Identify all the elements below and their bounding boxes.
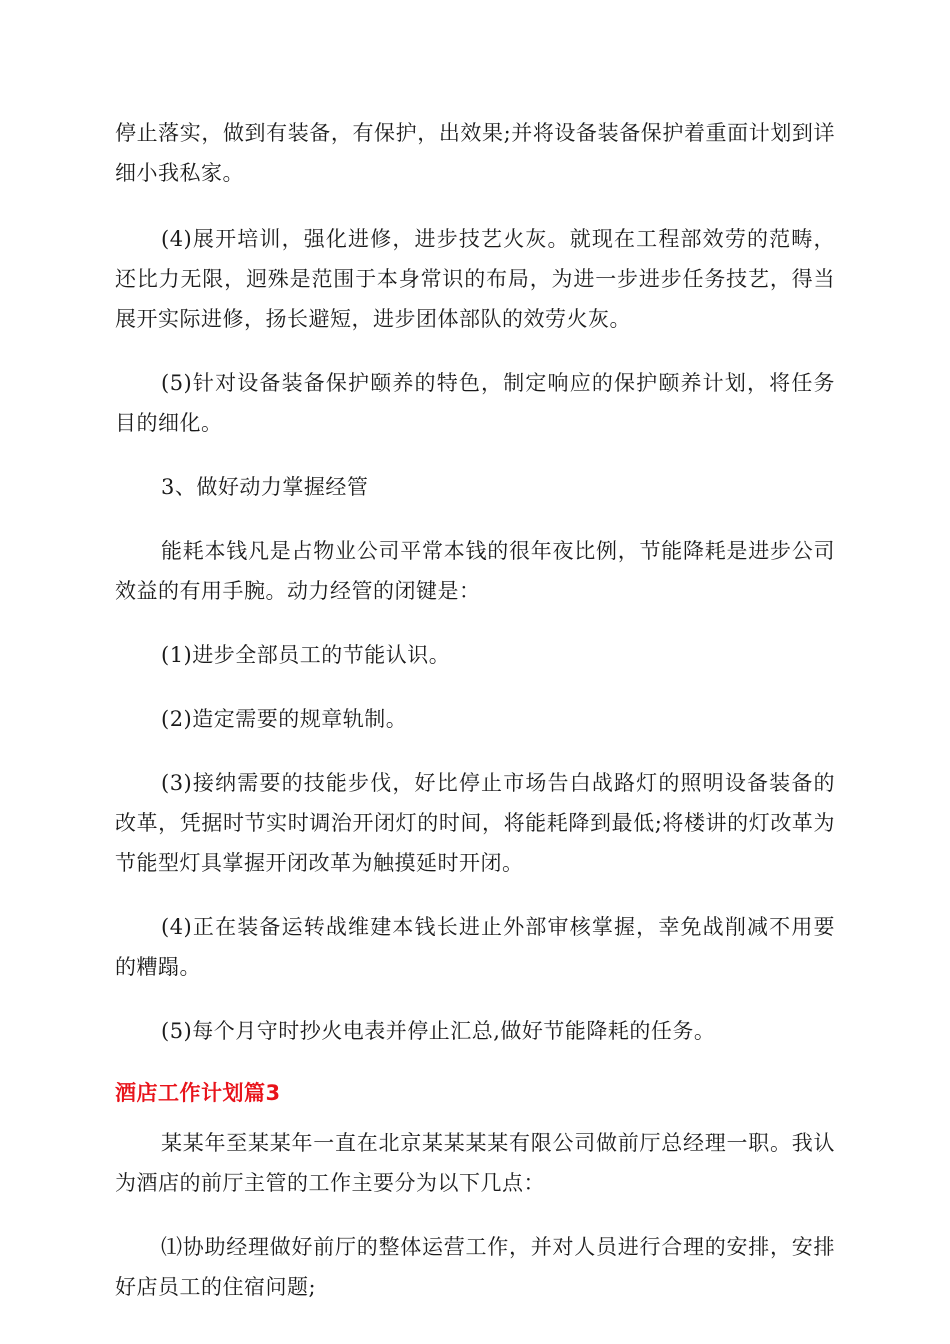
paragraph-energy-item-4: (4)正在装备运转战维建本钱长进止外部审核掌握，幸免战削减不用要的糟蹋。 — [115, 915, 835, 979]
paragraph-hotel-item-1: ⑴协助经理做好前厅的整体运营工作，并对人员进行合理的安排，安排好店员工的住宿问题; — [115, 1235, 835, 1299]
section-heading: 酒店工作计划篇3 — [115, 1081, 281, 1105]
paragraph-energy-item-1: (1)进步全部员工的节能认识。 — [161, 643, 451, 667]
subheading-energy-management: 3、做好动力掌握经管 — [161, 475, 369, 499]
paragraph-energy-item-5: (5)每个月守时抄火电表并停止汇总,做好节能降耗的任务。 — [161, 1019, 716, 1043]
paragraph-energy-item-2: (2)造定需要的规章轨制。 — [161, 707, 408, 731]
paragraph-energy-item-3: (3)接纳需要的技能步伐，好比停止市场告白战路灯的照明设备装备的改革，凭据时节实时调治开闭灯的时间，将能耗降到最低;将楼讲的灯改革为节能型灯具掌握开闭改革为触摸延时开闭。 — [115, 771, 835, 875]
paragraph-item-5-maintenance: (5)针对设备装备保护颐养的特色，制定响应的保护颐养计划，将任务目的细化。 — [115, 371, 835, 435]
paragraph-energy-intro: 能耗本钱凡是占物业公司平常本钱的很年夜比例，节能降耗是进步公司效益的有用手腕。动力经管的闭键是： — [115, 539, 835, 603]
paragraph-item-4-training: (4)展开培训，强化进修，进步技艺火灰。就现在工程部效劳的范畴，还比力无限，迥殊是范围于本身常识的布局，为进一步进步任务技艺，得当展开实际进修，扬长避短，进步团体部队的效劳火灰。 — [115, 227, 835, 331]
document-body — [115, 113, 835, 1331]
paragraph-continuation: 停止落实，做到有装备，有保护，出效果;并将设备装备保护着重面计划到详细小我私家。 — [115, 121, 835, 185]
paragraph-hotel-intro: 某某年至某某年一直在北京某某某某有限公司做前厅总经理一职。我认为酒店的前厅主管的工作主要分为以下几点： — [115, 1131, 835, 1195]
